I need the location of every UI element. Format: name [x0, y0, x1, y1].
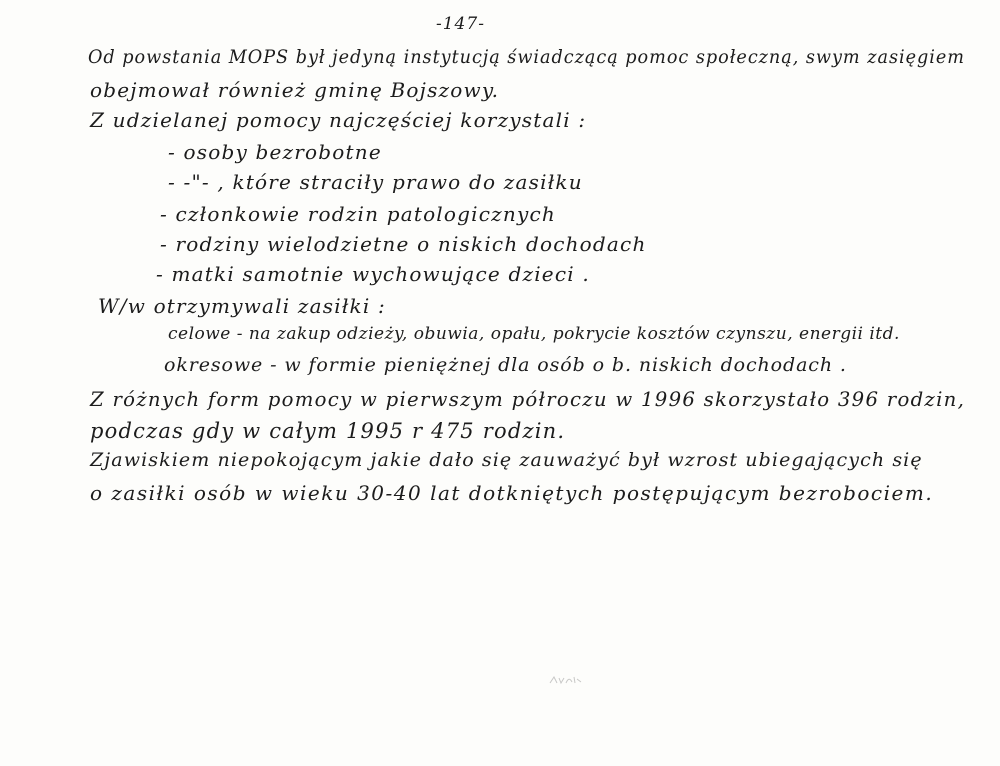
list-item: - członkowie rodzin patologicznych — [160, 202, 556, 226]
list-item: - osoby bezrobotne — [168, 140, 382, 164]
text-line-13: podczas gdy w całym 1995 r 475 rodzin. — [90, 419, 566, 443]
text-line-10: celowe - na zakup odzieży, obuwia, opału, pokrycie kosztów czynszu, energii itd. — [168, 324, 900, 344]
text-line-12: Z różnych form pomocy w pierwszym półroczu w 1996 skorzystało 396 rodzin, — [90, 387, 966, 411]
text-line-2: obejmował również gminę Bojszowy. — [90, 78, 500, 102]
text-line-11: okresowe - w formie pieniężnej dla osób o b. niskich dochodach . — [164, 354, 847, 376]
list-item: - matki samotnie wychowujące dzieci . — [156, 262, 590, 286]
text-line-15: o zasiłki osób w wieku 30-40 lat dotkniętych postępującym bezrobociem. — [90, 481, 934, 505]
text-line-1: Od powstania MOPS był jedyną instytucją świadczącą pomoc społeczną, swym zasięgiem — [88, 46, 965, 68]
page-number: -147- — [436, 14, 485, 34]
text-line-3: Z udzielanej pomocy najczęściej korzystali : — [90, 108, 587, 132]
list-item: - rodziny wielodzietne o niskich dochodach — [160, 232, 647, 256]
text-line-14: Zjawiskiem niepokojącym jakie dało się zauważyć był wzrost ubiegających się — [90, 449, 923, 471]
faint-stamp-mark — [548, 674, 582, 686]
text-line-9: W/w otrzymywali zasiłki : — [98, 294, 386, 318]
list-item: - -"- , które straciły prawo do zasiłku — [168, 170, 583, 194]
